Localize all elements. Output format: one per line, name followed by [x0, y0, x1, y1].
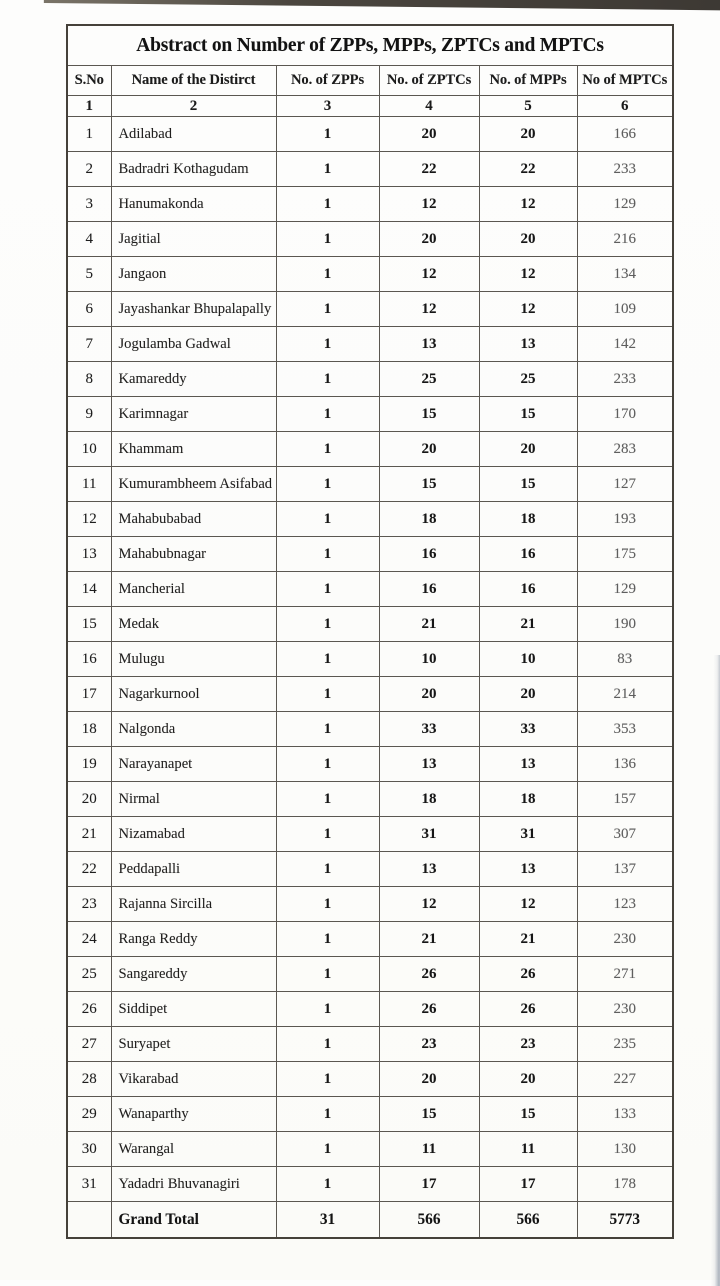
table-row [67, 257, 673, 292]
mptcs-cell: 190 [577, 607, 673, 642]
zpps-cell: 1 [276, 712, 379, 747]
district-name-cell: Kamareddy [111, 362, 276, 397]
sno-cell: 21 [67, 817, 111, 852]
sno-cell: 8 [67, 362, 111, 397]
mpps-cell: 20 [479, 432, 577, 467]
zptcs-cell: 33 [379, 712, 479, 747]
col-header-mpps: No. of MPPs [479, 66, 577, 96]
mptcs-cell: 235 [577, 1027, 673, 1062]
mptcs-cell: 230 [577, 922, 673, 957]
mptcs-cell: 178 [577, 1167, 673, 1202]
mpps-cell: 12 [479, 257, 577, 292]
mptcs-cell: 136 [577, 747, 673, 782]
sno-cell: 31 [67, 1167, 111, 1202]
sno-cell: 18 [67, 712, 111, 747]
table-row [67, 677, 673, 712]
mpps-cell: 20 [479, 677, 577, 712]
zpps-cell: 1 [276, 817, 379, 852]
zptcs-cell: 12 [379, 187, 479, 222]
mpps-cell: 17 [479, 1167, 577, 1202]
col-header-mptcs: No of MPTCs [577, 66, 673, 96]
zpps-cell: 1 [276, 782, 379, 817]
district-name-cell: Nirmal [111, 782, 276, 817]
zpps-cell: 1 [276, 1062, 379, 1097]
table-row [67, 1062, 673, 1097]
sno-cell: 12 [67, 502, 111, 537]
zptcs-cell: 15 [379, 467, 479, 502]
table-row [67, 782, 673, 817]
zpps-cell: 1 [276, 677, 379, 712]
mptcs-cell: 271 [577, 957, 673, 992]
zptcs-cell: 21 [379, 607, 479, 642]
grand-total-zptcs: 566 [379, 1202, 479, 1239]
mpps-cell: 31 [479, 817, 577, 852]
district-name-cell: Sangareddy [111, 957, 276, 992]
zpps-cell: 1 [276, 1097, 379, 1132]
sno-cell: 9 [67, 397, 111, 432]
district-name-cell: Jangaon [111, 257, 276, 292]
district-name-cell: Mahabubabad [111, 502, 276, 537]
mptcs-cell: 123 [577, 887, 673, 922]
mptcs-cell: 214 [577, 677, 673, 712]
sno-cell-empty [67, 1202, 111, 1239]
table-row [67, 572, 673, 607]
mpps-cell: 11 [479, 1132, 577, 1167]
mptcs-cell: 137 [577, 852, 673, 887]
district-name-cell: Yadadri Bhuvanagiri [111, 1167, 276, 1202]
zpps-cell: 1 [276, 1027, 379, 1062]
title-row [67, 25, 673, 66]
zptcs-cell: 12 [379, 257, 479, 292]
district-name-cell: Mancherial [111, 572, 276, 607]
district-name-cell: Jagitial [111, 222, 276, 257]
mptcs-cell: 142 [577, 327, 673, 362]
zpps-cell: 1 [276, 397, 379, 432]
col-number-1: 1 [67, 96, 111, 117]
table-row [67, 922, 673, 957]
col-header-zptcs: No. of ZPTCs [379, 66, 479, 96]
mptcs-cell: 230 [577, 992, 673, 1027]
mpps-cell: 20 [479, 222, 577, 257]
mpps-cell: 20 [479, 117, 577, 152]
abstract-table [66, 24, 674, 1239]
district-name-cell: Rajanna Sircilla [111, 887, 276, 922]
zpps-cell: 1 [276, 887, 379, 922]
zptcs-cell: 23 [379, 1027, 479, 1062]
col-header-sno: S.No [67, 66, 111, 96]
sno-cell: 29 [67, 1097, 111, 1132]
zptcs-cell: 20 [379, 117, 479, 152]
table-row [67, 222, 673, 257]
mptcs-cell: 127 [577, 467, 673, 502]
page-edge-shadow [711, 655, 720, 1286]
district-name-cell: Peddapalli [111, 852, 276, 887]
zpps-cell: 1 [276, 642, 379, 677]
zptcs-cell: 21 [379, 922, 479, 957]
grand-total-mptcs: 5773 [577, 1202, 673, 1239]
zpps-cell: 1 [276, 502, 379, 537]
zpps-cell: 1 [276, 1132, 379, 1167]
district-name-cell: Suryapet [111, 1027, 276, 1062]
mpps-cell: 22 [479, 152, 577, 187]
mptcs-cell: 175 [577, 537, 673, 572]
sno-cell: 3 [67, 187, 111, 222]
mpps-cell: 21 [479, 922, 577, 957]
grand-total-row [67, 1202, 673, 1239]
mpps-cell: 16 [479, 537, 577, 572]
mptcs-cell: 129 [577, 187, 673, 222]
col-number-4: 4 [379, 96, 479, 117]
mptcs-cell: 283 [577, 432, 673, 467]
zpps-cell: 1 [276, 117, 379, 152]
table-row [67, 747, 673, 782]
col-header-zpps: No. of ZPPs [276, 66, 379, 96]
table-row [67, 992, 673, 1027]
zpps-cell: 1 [276, 257, 379, 292]
zptcs-cell: 18 [379, 502, 479, 537]
col-number-3: 3 [276, 96, 379, 117]
sno-cell: 14 [67, 572, 111, 607]
table-row [67, 607, 673, 642]
mptcs-cell: 233 [577, 362, 673, 397]
district-name-cell: Adilabad [111, 117, 276, 152]
district-name-cell: Ranga Reddy [111, 922, 276, 957]
zptcs-cell: 16 [379, 572, 479, 607]
table-row [67, 152, 673, 187]
table-row [67, 957, 673, 992]
zptcs-cell: 20 [379, 432, 479, 467]
table-row [67, 292, 673, 327]
district-name-cell: Vikarabad [111, 1062, 276, 1097]
zpps-cell: 1 [276, 922, 379, 957]
zpps-cell: 1 [276, 292, 379, 327]
zptcs-cell: 20 [379, 222, 479, 257]
sno-cell: 15 [67, 607, 111, 642]
mptcs-cell: 216 [577, 222, 673, 257]
zptcs-cell: 11 [379, 1132, 479, 1167]
mptcs-cell: 307 [577, 817, 673, 852]
col-number-2: 2 [111, 96, 276, 117]
district-name-cell: Nizamabad [111, 817, 276, 852]
zpps-cell: 1 [276, 187, 379, 222]
table-row [67, 467, 673, 502]
zptcs-cell: 18 [379, 782, 479, 817]
mptcs-cell: 109 [577, 292, 673, 327]
mpps-cell: 10 [479, 642, 577, 677]
mptcs-cell: 193 [577, 502, 673, 537]
table-row [67, 397, 673, 432]
mpps-cell: 13 [479, 747, 577, 782]
zpps-cell: 1 [276, 152, 379, 187]
col-number-6: 6 [577, 96, 673, 117]
district-name-cell: Jogulamba Gadwal [111, 327, 276, 362]
column-number-row [67, 96, 673, 117]
zptcs-cell: 17 [379, 1167, 479, 1202]
district-name-cell: Badradri Kothagudam [111, 152, 276, 187]
district-name-cell: Siddipet [111, 992, 276, 1027]
mpps-cell: 21 [479, 607, 577, 642]
zptcs-cell: 16 [379, 537, 479, 572]
zpps-cell: 1 [276, 747, 379, 782]
mpps-cell: 23 [479, 1027, 577, 1062]
zpps-cell: 1 [276, 222, 379, 257]
district-name-cell: Jayashankar Bhupalapally [111, 292, 276, 327]
mpps-cell: 26 [479, 957, 577, 992]
sno-cell: 11 [67, 467, 111, 502]
zptcs-cell: 13 [379, 327, 479, 362]
sno-cell: 19 [67, 747, 111, 782]
table-row [67, 432, 673, 467]
district-name-cell: Warangal [111, 1132, 276, 1167]
zpps-cell: 1 [276, 957, 379, 992]
sno-cell: 10 [67, 432, 111, 467]
table-row [67, 642, 673, 677]
district-name-cell: Medak [111, 607, 276, 642]
sno-cell: 17 [67, 677, 111, 712]
sno-cell: 24 [67, 922, 111, 957]
mptcs-cell: 170 [577, 397, 673, 432]
zptcs-cell: 26 [379, 992, 479, 1027]
table-row [67, 1097, 673, 1132]
sno-cell: 27 [67, 1027, 111, 1062]
zptcs-cell: 31 [379, 817, 479, 852]
mpps-cell: 18 [479, 502, 577, 537]
zpps-cell: 1 [276, 362, 379, 397]
mpps-cell: 13 [479, 852, 577, 887]
table-row [67, 187, 673, 222]
zptcs-cell: 22 [379, 152, 479, 187]
mpps-cell: 16 [479, 572, 577, 607]
mptcs-cell: 233 [577, 152, 673, 187]
sno-cell: 30 [67, 1132, 111, 1167]
zpps-cell: 1 [276, 992, 379, 1027]
sno-cell: 23 [67, 887, 111, 922]
district-name-cell: Mahabubnagar [111, 537, 276, 572]
zptcs-cell: 12 [379, 292, 479, 327]
sno-cell: 7 [67, 327, 111, 362]
mptcs-cell: 129 [577, 572, 673, 607]
sno-cell: 28 [67, 1062, 111, 1097]
col-header-district: Name of the Distirct [111, 66, 276, 96]
district-name-cell: Kumurambheem Asifabad [111, 467, 276, 502]
zpps-cell: 1 [276, 537, 379, 572]
zpps-cell: 1 [276, 467, 379, 502]
zptcs-cell: 20 [379, 1062, 479, 1097]
table-title: Abstract on Number of ZPPs, MPPs, ZPTCs and MPTCs [67, 25, 673, 66]
district-name-cell: Nalgonda [111, 712, 276, 747]
mpps-cell: 33 [479, 712, 577, 747]
mpps-cell: 12 [479, 292, 577, 327]
table-row [67, 887, 673, 922]
sno-cell: 26 [67, 992, 111, 1027]
mptcs-cell: 157 [577, 782, 673, 817]
mpps-cell: 13 [479, 327, 577, 362]
sno-cell: 2 [67, 152, 111, 187]
column-header-row [67, 66, 673, 96]
mpps-cell: 15 [479, 1097, 577, 1132]
zptcs-cell: 15 [379, 1097, 479, 1132]
mpps-cell: 20 [479, 1062, 577, 1097]
zptcs-cell: 25 [379, 362, 479, 397]
grand-total-zpps: 31 [276, 1202, 379, 1239]
mptcs-cell: 83 [577, 642, 673, 677]
sno-cell: 22 [67, 852, 111, 887]
sno-cell: 6 [67, 292, 111, 327]
mptcs-cell: 166 [577, 117, 673, 152]
mptcs-cell: 353 [577, 712, 673, 747]
grand-total-mpps: 566 [479, 1202, 577, 1239]
mpps-cell: 12 [479, 187, 577, 222]
table-row [67, 362, 673, 397]
sno-cell: 25 [67, 957, 111, 992]
zpps-cell: 1 [276, 327, 379, 362]
grand-total-label: Grand Total [111, 1202, 276, 1239]
table-row [67, 117, 673, 152]
mpps-cell: 15 [479, 397, 577, 432]
zpps-cell: 1 [276, 852, 379, 887]
mptcs-cell: 130 [577, 1132, 673, 1167]
sno-cell: 20 [67, 782, 111, 817]
col-number-5: 5 [479, 96, 577, 117]
district-name-cell: Hanumakonda [111, 187, 276, 222]
zptcs-cell: 12 [379, 887, 479, 922]
district-name-cell: Khammam [111, 432, 276, 467]
district-name-cell: Wanaparthy [111, 1097, 276, 1132]
sno-cell: 13 [67, 537, 111, 572]
district-name-cell: Narayanapet [111, 747, 276, 782]
mpps-cell: 15 [479, 467, 577, 502]
district-name-cell: Mulugu [111, 642, 276, 677]
abstract-table-container [66, 24, 672, 1239]
zptcs-cell: 10 [379, 642, 479, 677]
zpps-cell: 1 [276, 1167, 379, 1202]
mpps-cell: 18 [479, 782, 577, 817]
table-row [67, 1132, 673, 1167]
mpps-cell: 12 [479, 887, 577, 922]
zptcs-cell: 20 [379, 677, 479, 712]
table-row [67, 712, 673, 747]
mptcs-cell: 133 [577, 1097, 673, 1132]
mptcs-cell: 134 [577, 257, 673, 292]
mpps-cell: 26 [479, 992, 577, 1027]
sno-cell: 16 [67, 642, 111, 677]
mptcs-cell: 227 [577, 1062, 673, 1097]
district-name-cell: Karimnagar [111, 397, 276, 432]
mpps-cell: 25 [479, 362, 577, 397]
table-row [67, 1027, 673, 1062]
zptcs-cell: 15 [379, 397, 479, 432]
sno-cell: 1 [67, 117, 111, 152]
table-row [67, 537, 673, 572]
sno-cell: 4 [67, 222, 111, 257]
scanner-edge-top [44, 0, 720, 11]
table-row [67, 327, 673, 362]
sno-cell: 5 [67, 257, 111, 292]
table-row [67, 502, 673, 537]
zpps-cell: 1 [276, 432, 379, 467]
zptcs-cell: 13 [379, 747, 479, 782]
zptcs-cell: 13 [379, 852, 479, 887]
table-body [67, 117, 673, 1202]
table-row [67, 1167, 673, 1202]
table-row [67, 852, 673, 887]
district-name-cell: Nagarkurnool [111, 677, 276, 712]
zpps-cell: 1 [276, 572, 379, 607]
zptcs-cell: 26 [379, 957, 479, 992]
zpps-cell: 1 [276, 607, 379, 642]
table-row [67, 817, 673, 852]
